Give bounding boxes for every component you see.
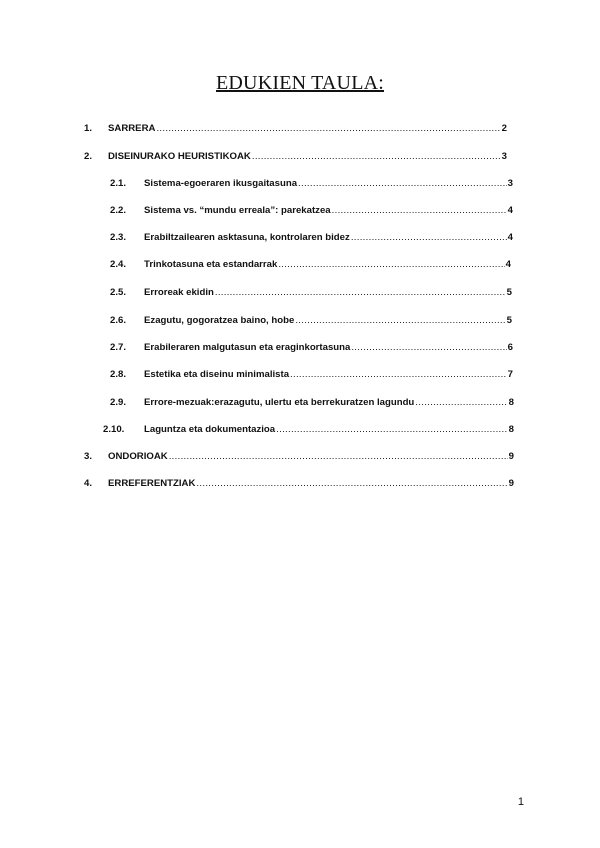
toc-entry[interactable] [110, 232, 513, 244]
toc-leader-dots [252, 151, 501, 163]
toc-entry-label: ONDORIOAK [108, 451, 168, 462]
toc-leader-dots [332, 205, 507, 217]
toc-entry[interactable] [110, 259, 511, 271]
toc-leader-dots [351, 342, 506, 354]
toc-entry-label: Erabiltzailearen asktasuna, kontrolaren bidez [144, 232, 350, 243]
toc-entry-number: 2.3. [110, 232, 127, 243]
toc-entry-number: 4. [84, 478, 93, 489]
toc-entry-label: SARRERA [108, 123, 156, 134]
toc-entry-page: 4 [507, 205, 513, 216]
toc-leader-dots [351, 232, 507, 244]
toc-entry[interactable] [110, 205, 513, 217]
toc-entry-number: 1. [84, 123, 93, 134]
toc-entry-label: DISEINURAKO HEURISTIKOAK [108, 151, 251, 162]
toc-entry-label: ERREFERENTZIAK [108, 478, 196, 489]
toc-entry-number: 2.8. [110, 369, 127, 380]
toc-entry-number: 2.1. [110, 178, 127, 189]
toc-leader-dots [295, 315, 505, 327]
toc-entry-page: 8 [508, 424, 514, 435]
toc-leader-dots [169, 451, 508, 463]
toc-entry[interactable] [84, 123, 507, 135]
toc-leader-dots [298, 178, 507, 190]
toc-entry-number: 2.7. [110, 342, 127, 353]
toc-entry-label: Sistema vs. “mundu erreala”: parekatzea [144, 205, 331, 216]
toc-entry[interactable] [110, 369, 513, 381]
toc-leader-dots [276, 424, 508, 436]
toc-entry-page: 5 [506, 315, 512, 326]
toc-entry-label: Sistema-egoeraren ikusgaitasuna [144, 178, 298, 189]
toc-entry[interactable] [110, 315, 512, 327]
toc-entry-number: 2.9. [110, 397, 127, 408]
toc-entry-number: 2.10. [103, 424, 125, 435]
toc-entry-page: 4 [507, 232, 513, 243]
toc-entry[interactable] [110, 342, 513, 354]
toc-entry-number: 2.4. [110, 259, 127, 270]
toc-entry-page: 5 [506, 287, 512, 298]
toc-entry-page: 7 [507, 369, 513, 380]
toc-entry-page: 3 [507, 178, 513, 189]
toc-entry[interactable] [110, 397, 514, 409]
toc-entry-label: Ezagutu, gogoratzea baino, hobe [144, 315, 295, 326]
toc-leader-dots [156, 123, 500, 135]
toc-entry[interactable] [84, 451, 514, 463]
toc-entry-label: Trinkotasuna eta estandarrak [144, 259, 278, 270]
toc-leader-dots [215, 287, 506, 299]
toc-entry-page: 4 [505, 259, 511, 270]
toc-entry-page: 3 [501, 151, 507, 162]
toc-leader-dots [196, 478, 507, 490]
toc-leader-dots [290, 369, 507, 381]
toc-entry-page: 2 [501, 123, 507, 134]
toc-entry[interactable] [110, 178, 513, 190]
toc-entry-number: 3. [84, 451, 93, 462]
toc-entry[interactable] [103, 424, 514, 436]
toc-entry-label: Estetika eta diseinu minimalista [144, 369, 290, 380]
toc-entry-number: 2.5. [110, 287, 127, 298]
toc-entry-label: Erroreak ekidin [144, 287, 214, 298]
toc-entry-page: 8 [508, 397, 514, 408]
toc-entry[interactable] [84, 151, 507, 163]
toc-entry-label: Laguntza eta dokumentazioa [144, 424, 276, 435]
toc-entry-number: 2. [84, 151, 93, 162]
toc-entry-page: 9 [508, 478, 514, 489]
toc-entry-page: 6 [507, 342, 513, 353]
toc-entry[interactable] [84, 478, 514, 490]
toc-leader-dots [278, 259, 504, 271]
page-title: EDUKIEN TAULA: [215, 72, 385, 94]
toc-entry-label: Erabileraren malgutasun eta eraginkortasuna [144, 342, 351, 353]
page-number: 1 [517, 796, 524, 808]
toc-entry-page: 9 [508, 451, 514, 462]
toc-entry-label: Errore-mezuak:erazagutu, ulertu eta berrekuratzen lagundu [144, 397, 415, 408]
toc-leader-dots [415, 397, 507, 409]
toc-entry-number: 2.2. [110, 205, 127, 216]
toc-entry-number: 2.6. [110, 315, 127, 326]
toc-entry[interactable] [110, 287, 512, 299]
